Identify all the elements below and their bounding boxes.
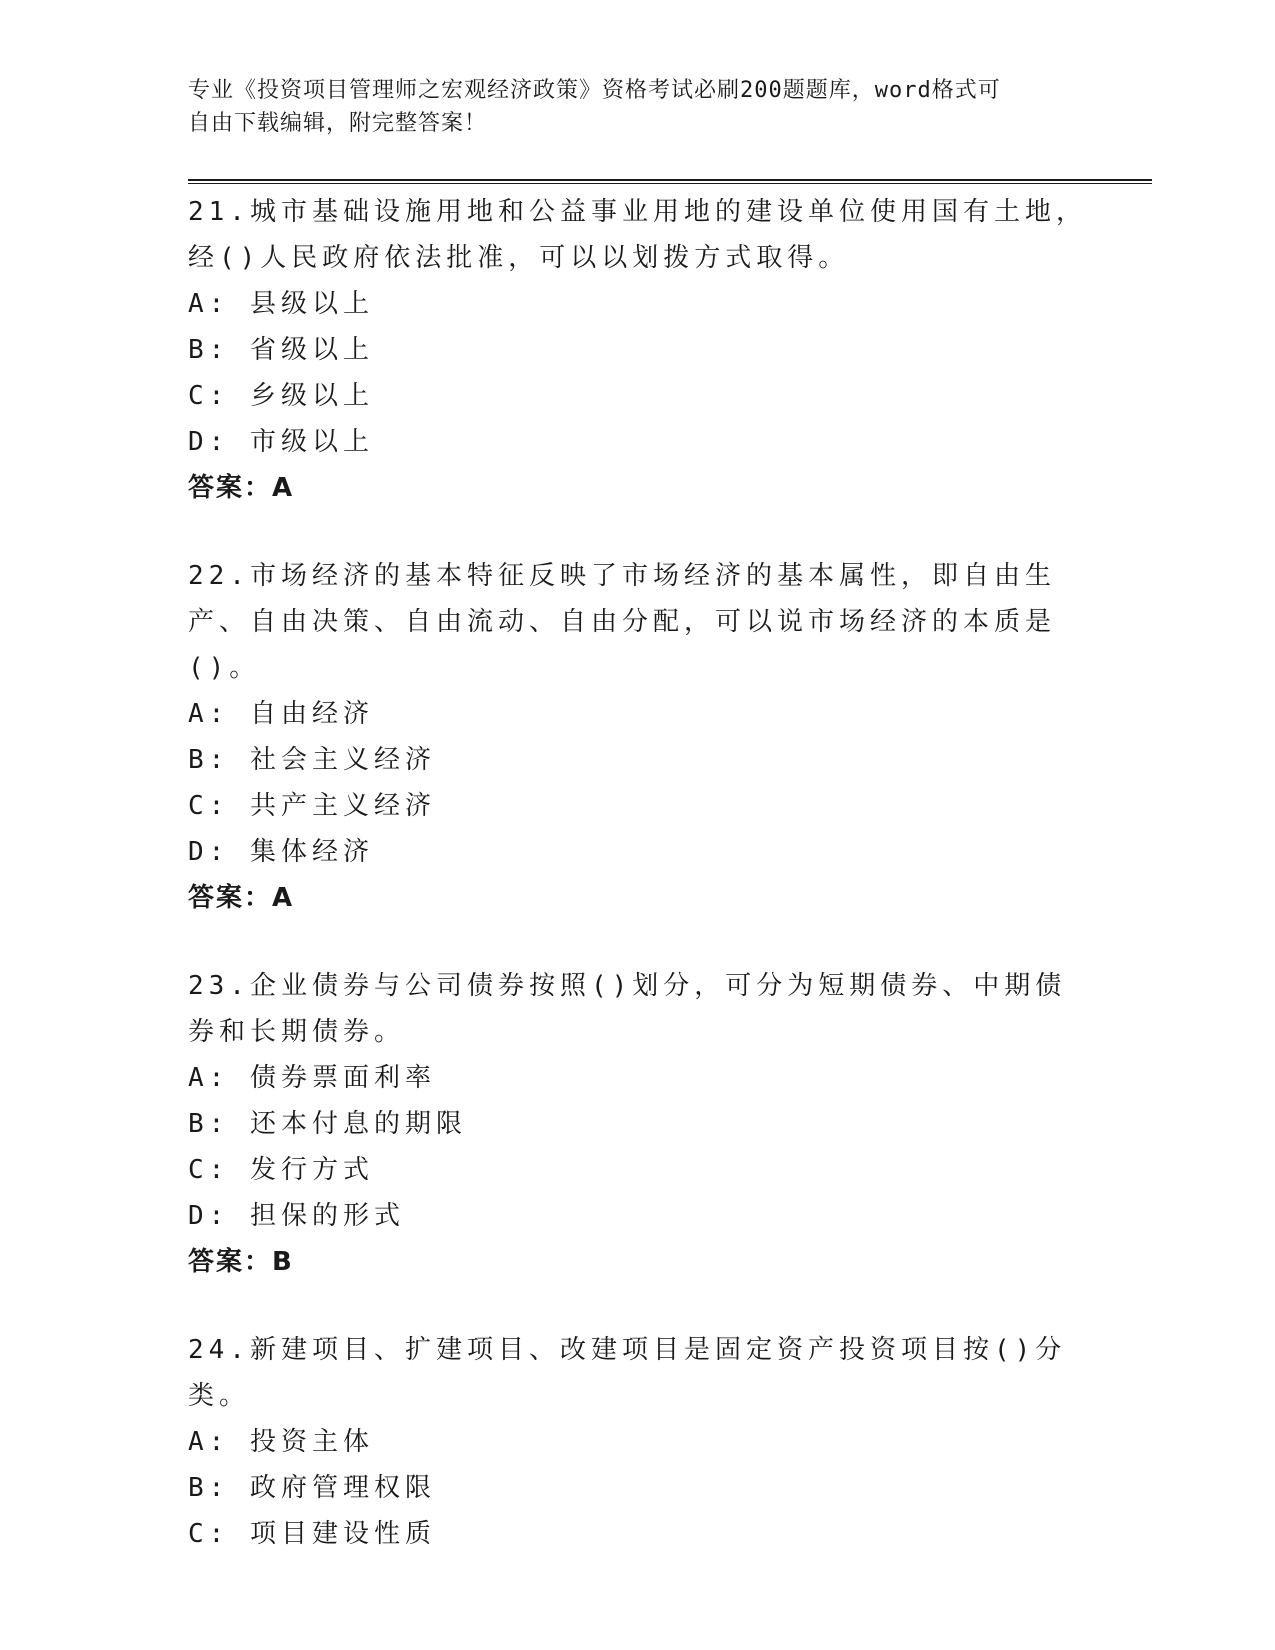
question-text: 22.市场经济的基本特征反映了市场经济的基本属性，即自由生产、自由决策、自由流动、自由分配，可以说市场经济的本质是()。	[188, 561, 1057, 683]
question-text: 21.城市基础设施用地和公益事业用地的建设单位使用国有土地，经()人民政府依法批准，可以以划拨方式取得。	[188, 197, 1087, 273]
answer-label: 答案：	[188, 883, 273, 913]
header-line-1: 专业《投资项目管理师之宏观经济政策》资格考试必刷200题题库，word格式可	[188, 78, 1001, 103]
header-line-2: 自由下载编辑，附完整答案！	[188, 111, 488, 136]
header-divider	[188, 179, 1152, 181]
question-list	[188, 189, 1088, 1599]
option-b: B: 省级以上	[188, 335, 374, 365]
answer-value: A	[272, 473, 295, 503]
question-21	[188, 189, 1088, 511]
question-22	[188, 553, 1088, 921]
answer-label: 答案：	[188, 473, 273, 503]
header-divider-thin	[188, 183, 1152, 184]
option-a: A: 债券票面利率	[188, 1063, 436, 1093]
option-c: C: 乡级以上	[188, 381, 374, 411]
document-header	[188, 74, 1088, 140]
answer-line	[188, 875, 1088, 921]
option-a: A: 自由经济	[188, 699, 374, 729]
question-text: 24.新建项目、扩建项目、改建项目是固定资产投资项目按()分类。	[188, 1335, 1067, 1411]
answer-label: 答案：	[188, 1247, 273, 1277]
question-23	[188, 963, 1088, 1285]
question-24	[188, 1327, 1088, 1557]
option-b: B: 还本付息的期限	[188, 1109, 467, 1139]
option-c: C: 项目建设性质	[188, 1519, 436, 1549]
option-d: D: 市级以上	[188, 427, 374, 457]
option-d: D: 集体经济	[188, 837, 374, 867]
option-c: C: 发行方式	[188, 1155, 374, 1185]
option-c: C: 共产主义经济	[188, 791, 436, 821]
question-text: 23.企业债券与公司债券按照()划分，可分为短期债券、中期债券和长期债券。	[188, 971, 1067, 1047]
option-d: D: 担保的形式	[188, 1201, 405, 1231]
answer-value: A	[272, 883, 295, 913]
answer-line	[188, 465, 1088, 511]
option-b: B: 社会主义经济	[188, 745, 436, 775]
answer-value: B	[272, 1247, 294, 1277]
option-a: A: 投资主体	[188, 1427, 374, 1457]
option-b: B: 政府管理权限	[188, 1473, 436, 1503]
option-a: A: 县级以上	[188, 289, 374, 319]
answer-line	[188, 1239, 1088, 1285]
